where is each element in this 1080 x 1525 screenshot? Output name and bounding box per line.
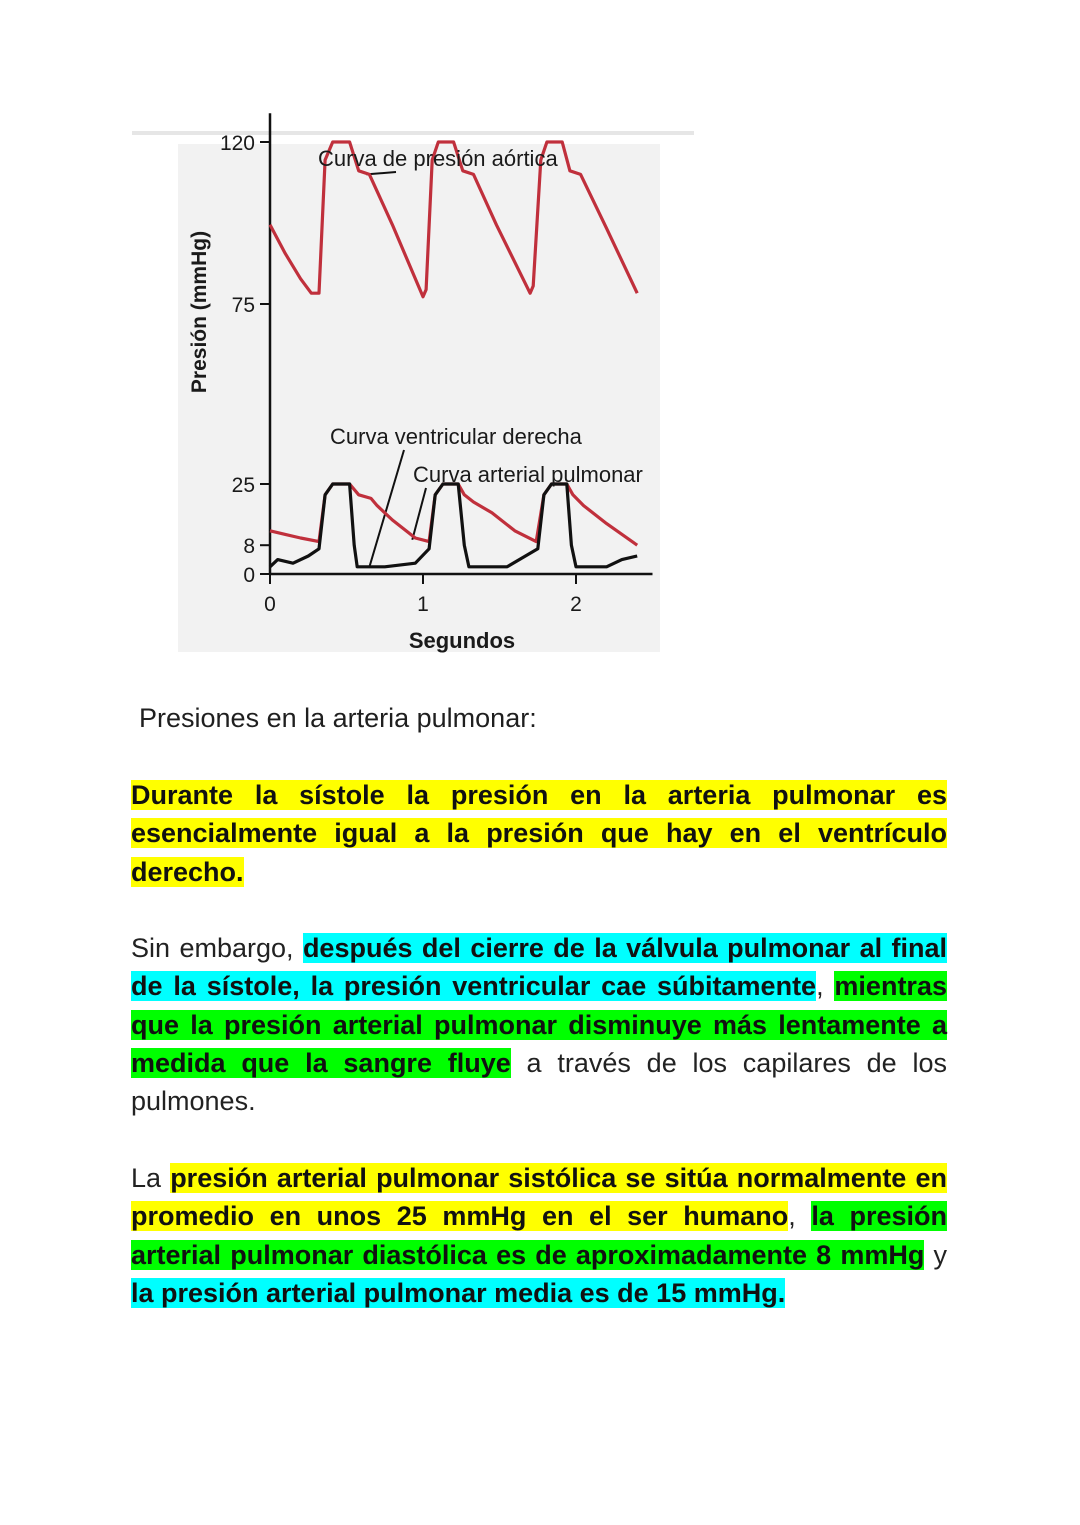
paragraph-pressure-values <box>131 1159 947 1312</box>
chart-labels <box>188 146 643 653</box>
pulmonary-curve-annotation: Curva arterial pulmonar <box>413 462 643 487</box>
highlight-valve-closure: después del cierre de la válvula pulmonar al final de la sístole, la presión ventricular cae súbitamente <box>131 933 948 1002</box>
ventricular-leader-line <box>369 450 404 567</box>
x-tick-label: 0 <box>264 593 276 616</box>
highlight-systole: Durante la sístole la presión en la arteria pulmonar es esencialmente igual a la presión que hay en el ventrículo derecho. <box>131 780 947 887</box>
y-tick-label: 8 <box>243 535 255 559</box>
y-tick-label: 75 <box>231 294 255 317</box>
highlight-mean-value: la presión arterial pulmonar media es de 15 mmHg. <box>131 1277 786 1308</box>
text-comma: , <box>788 1201 812 1232</box>
top-divider <box>132 131 694 135</box>
chart-series <box>270 142 637 567</box>
paragraph-valve-closure <box>131 929 947 1120</box>
paragraph-systole <box>131 776 947 891</box>
pressure-chart-svg <box>178 132 660 653</box>
ventricular-curve-annotation: Curva ventricular derecha <box>330 424 582 449</box>
aortic-curve-annotation: Curva de presión aórtica <box>318 146 558 171</box>
highlight-diastolic-value: la presión arterial pulmonar diastólica es de aproximadamente 8 mmHg <box>131 1201 947 1270</box>
y-axis-label: Presión (mmHg) <box>188 230 211 394</box>
highlight-systolic-value: presión arterial pulmonar sistólica se sitúa normalmente en promedio en unos 25 mmHg en el ser humano <box>131 1163 947 1232</box>
right-ventricle-line <box>270 484 637 567</box>
text-capillaries: a través de los capilares de los pulmones. <box>131 1047 947 1117</box>
x-tick-label: 2 <box>570 593 582 616</box>
text-la: La <box>131 1163 171 1193</box>
x-tick-label: 1 <box>417 593 429 616</box>
text-comma: , <box>816 971 835 1002</box>
text-y: y <box>924 1239 947 1270</box>
y-tick-label: 25 <box>231 474 255 497</box>
section-heading: Presiones en la arteria pulmonar: <box>139 703 537 733</box>
pressure-chart <box>178 132 660 653</box>
y-tick-label: 0 <box>243 564 255 587</box>
text-intro: Sin embargo, <box>131 933 303 963</box>
highlight-slow-decrease: mientras que la presión arterial pulmonar disminuye más lentamente a medida que la sangre fluye <box>131 971 947 1078</box>
x-axis-label: Segundos <box>408 628 516 653</box>
pulmonary-leader-line <box>412 488 426 540</box>
y-tick-label: 120 <box>219 132 255 155</box>
